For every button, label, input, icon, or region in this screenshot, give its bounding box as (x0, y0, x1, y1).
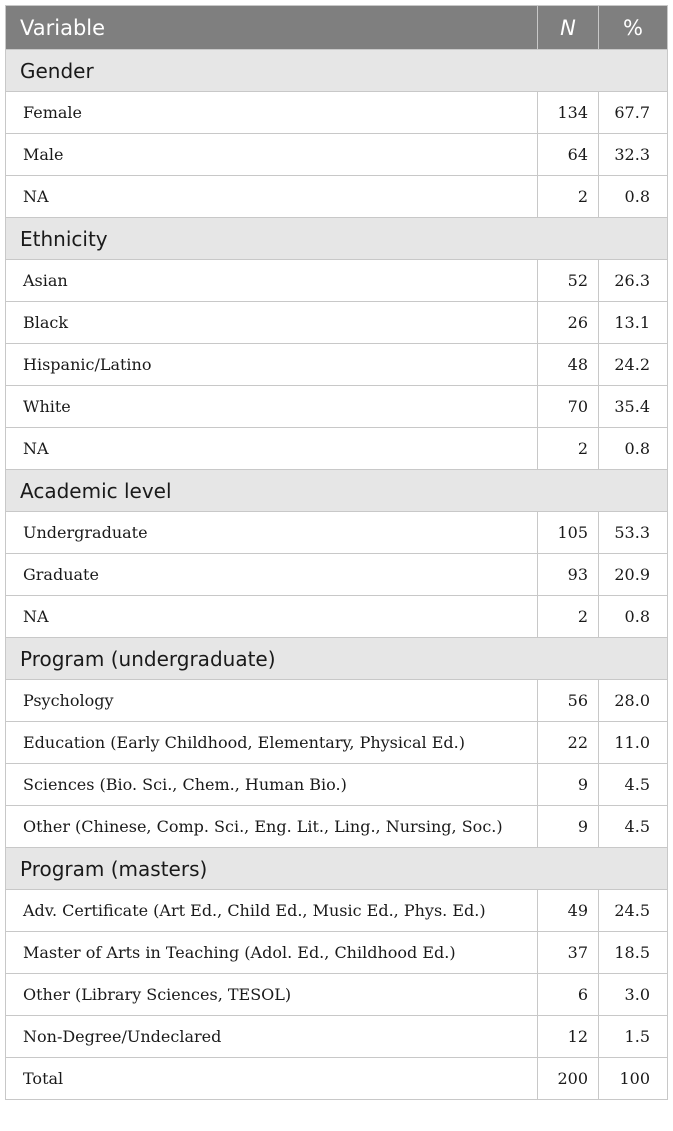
row-label: Other (Library Sciences, TESOL) (6, 974, 538, 1016)
row-label: NA (6, 428, 538, 470)
table-row (6, 260, 668, 302)
row-percent: 4.5 (599, 764, 668, 806)
row-n: 9 (538, 764, 599, 806)
section-row (6, 848, 668, 890)
row-percent: 53.3 (599, 512, 668, 554)
row-n: 2 (538, 596, 599, 638)
section-title: Program (undergraduate) (6, 638, 668, 680)
table-row (6, 596, 668, 638)
row-label: Education (Early Childhood, Elementary, Physical Ed.) (6, 722, 538, 764)
row-percent: 4.5 (599, 806, 668, 848)
row-label: Asian (6, 260, 538, 302)
row-n: 22 (538, 722, 599, 764)
row-percent: 100 (599, 1058, 668, 1100)
row-label: Master of Arts in Teaching (Adol. Ed., Childhood Ed.) (6, 932, 538, 974)
row-label: White (6, 386, 538, 428)
table-row (6, 806, 668, 848)
header-variable: Variable (6, 6, 538, 50)
row-label: Total (6, 1058, 538, 1100)
section-title: Academic level (6, 470, 668, 512)
table-row (6, 386, 668, 428)
table-row (6, 890, 668, 932)
table-row (6, 722, 668, 764)
row-n: 52 (538, 260, 599, 302)
row-percent: 13.1 (599, 302, 668, 344)
row-percent: 24.5 (599, 890, 668, 932)
table-row (6, 176, 668, 218)
table-row (6, 344, 668, 386)
row-n: 200 (538, 1058, 599, 1100)
table-row (6, 1058, 668, 1100)
header-n: N (538, 6, 599, 50)
table-row (6, 974, 668, 1016)
table-row (6, 302, 668, 344)
row-percent: 26.3 (599, 260, 668, 302)
row-label: Non-Degree/Undeclared (6, 1016, 538, 1058)
row-label: NA (6, 596, 538, 638)
row-percent: 1.5 (599, 1016, 668, 1058)
table-row (6, 1016, 668, 1058)
header-row (6, 6, 668, 50)
section-row (6, 218, 668, 260)
row-percent: 18.5 (599, 932, 668, 974)
row-label: Male (6, 134, 538, 176)
row-n: 37 (538, 932, 599, 974)
row-n: 12 (538, 1016, 599, 1058)
section-row (6, 50, 668, 92)
row-n: 64 (538, 134, 599, 176)
demographics-table (5, 5, 668, 1100)
section-title: Ethnicity (6, 218, 668, 260)
row-label: Sciences (Bio. Sci., Chem., Human Bio.) (6, 764, 538, 806)
header-percent: % (599, 6, 668, 50)
demographics-table-container (5, 5, 667, 1100)
row-label: Graduate (6, 554, 538, 596)
row-n: 93 (538, 554, 599, 596)
table-body (6, 50, 668, 1100)
row-percent: 0.8 (599, 176, 668, 218)
row-label: Hispanic/Latino (6, 344, 538, 386)
row-label: Black (6, 302, 538, 344)
section-title: Gender (6, 50, 668, 92)
table-row (6, 512, 668, 554)
row-label: Psychology (6, 680, 538, 722)
row-n: 56 (538, 680, 599, 722)
section-row (6, 638, 668, 680)
row-n: 70 (538, 386, 599, 428)
table-row (6, 134, 668, 176)
row-n: 48 (538, 344, 599, 386)
row-n: 6 (538, 974, 599, 1016)
table-row (6, 428, 668, 470)
row-n: 9 (538, 806, 599, 848)
row-label: Other (Chinese, Comp. Sci., Eng. Lit., Ling., Nursing, Soc.) (6, 806, 538, 848)
table-row (6, 764, 668, 806)
row-percent: 28.0 (599, 680, 668, 722)
row-n: 134 (538, 92, 599, 134)
table-row (6, 554, 668, 596)
table-row (6, 92, 668, 134)
row-n: 26 (538, 302, 599, 344)
row-label: Adv. Certificate (Art Ed., Child Ed., Music Ed., Phys. Ed.) (6, 890, 538, 932)
section-row (6, 470, 668, 512)
row-percent: 32.3 (599, 134, 668, 176)
row-percent: 0.8 (599, 596, 668, 638)
row-label: Undergraduate (6, 512, 538, 554)
table-row (6, 680, 668, 722)
row-percent: 24.2 (599, 344, 668, 386)
row-n: 105 (538, 512, 599, 554)
section-title: Program (masters) (6, 848, 668, 890)
row-label: Female (6, 92, 538, 134)
row-label: NA (6, 176, 538, 218)
row-percent: 67.7 (599, 92, 668, 134)
row-n: 2 (538, 176, 599, 218)
row-percent: 0.8 (599, 428, 668, 470)
row-n: 49 (538, 890, 599, 932)
row-percent: 3.0 (599, 974, 668, 1016)
row-percent: 20.9 (599, 554, 668, 596)
row-percent: 35.4 (599, 386, 668, 428)
row-n: 2 (538, 428, 599, 470)
row-percent: 11.0 (599, 722, 668, 764)
table-row (6, 932, 668, 974)
table-header (6, 6, 668, 50)
